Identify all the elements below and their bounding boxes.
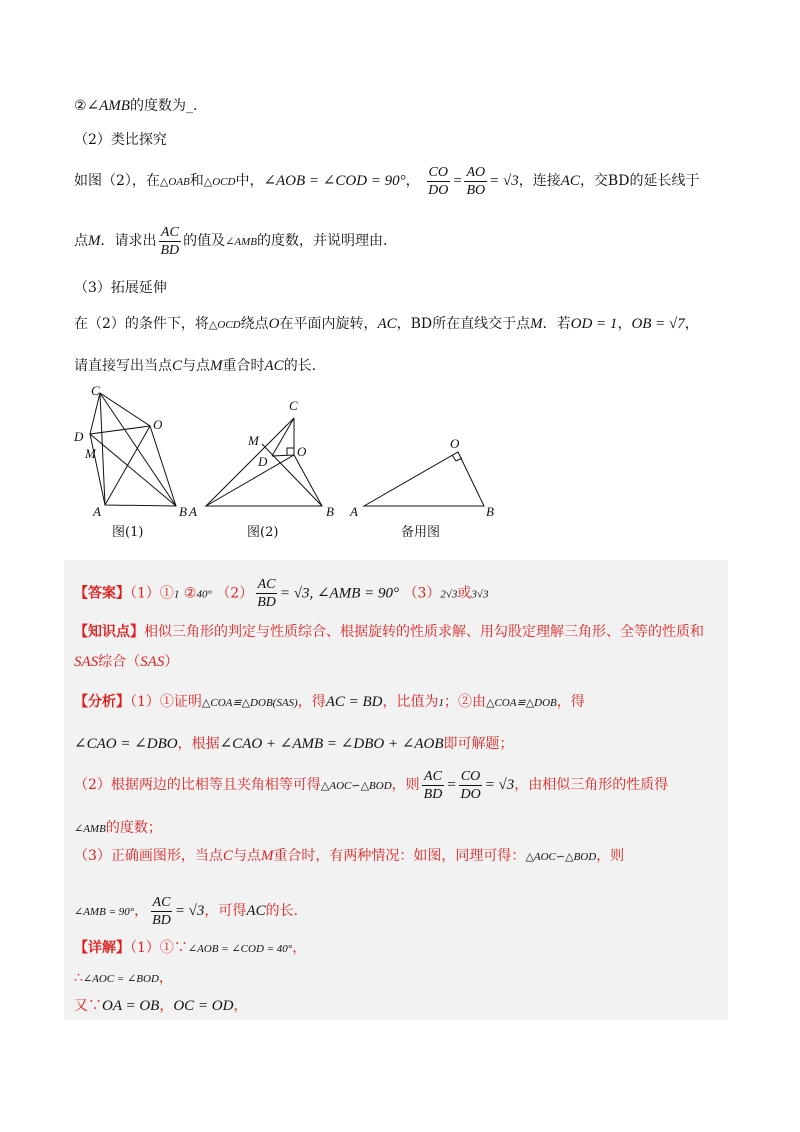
fig2-label-d: D	[258, 454, 268, 469]
section2-line2: 点M．请求出 $\frac{AC}{BD}$ 的值及∠AMB的度数，并说明理由.	[74, 224, 388, 258]
section2-title: （2）类比探究	[74, 132, 167, 148]
analysis-fraction-ac-bd: $\frac{AC}{BD}$	[423, 768, 443, 802]
section3-title: （3）拓展延伸	[74, 280, 167, 296]
section3-line1: 在（2）的条件下，将△OCD绕点O在平面内旋转，AC，BD所在直线交于点M．若OD = 1，OB = √7，	[74, 316, 699, 332]
analysis-line3: （2）根据两边的比相等且夹角相等可得△AOC∽△BOD，则 $\frac{AC}{BD}$ = $\frac{CO}{DO}$ = √3，由相似三角形的性质得	[74, 768, 669, 802]
answer-line: 【答案】（1）①1 ②40° （2） $\frac{AC}{BD}$ = √3, ∠AMB = 90° （3）2√3或3√3	[74, 577, 489, 610]
figure-3-caption: 备用图	[401, 525, 441, 540]
section2-line1: 如图（2），在△OAB和△OCD中，∠AOB = ∠COD = 90°， $\frac{CO}{DO}$ = $\frac{AO}{BO}$ = √3，连接AC，交BD的延长线于	[74, 164, 700, 198]
section3-line2: 请直接写出当点C与点M重合时AC的长.	[74, 358, 317, 374]
analysis-fraction-co-do: $\frac{CO}{DO}$	[460, 768, 481, 802]
fig1-label-c: C	[91, 383, 100, 398]
fig2-label-b: B	[326, 504, 334, 519]
figure-1	[70, 378, 190, 520]
figure-2-diagram	[186, 390, 346, 520]
fig1-label-b: B	[179, 504, 187, 519]
fig2-label-a: A	[189, 504, 197, 519]
fig2-label-c: C	[289, 398, 298, 413]
answer-fraction-ac-bd: $\frac{AC}{BD}$	[257, 577, 276, 610]
q1-part2-line: ②∠AMB的度数为_.	[74, 98, 198, 114]
figure-1-caption: 图(1)	[112, 525, 144, 540]
fig3-label-b: B	[486, 504, 494, 519]
fig2-label-m: M	[248, 433, 259, 448]
analysis-line2: ∠CAO = ∠DBO，根据∠CAO + ∠AMB = ∠DBO + ∠AOB即可解题；	[74, 736, 514, 752]
knowledge-line2: SAS综合（SAS）	[74, 654, 179, 670]
detail-line3: 又∵OA = OB，OC = OD，	[74, 998, 248, 1014]
fig2-label-o: O	[297, 444, 307, 459]
analysis-line4: ∠AMB的度数；	[74, 820, 162, 836]
analysis-fraction-ac-bd-2: $\frac{AC}{BD}$	[152, 894, 171, 928]
fig1-label-a: A	[93, 504, 101, 519]
fig3-label-a: A	[350, 504, 358, 519]
detail-line2: ∴∠AOC = ∠BOD，	[74, 970, 173, 986]
figure-2-caption: 图(2)	[247, 525, 279, 540]
fig1-label-m: M	[85, 446, 96, 461]
detail-line1: 【详解】（1）①∵∠AOB = ∠COD = 40°，	[74, 940, 307, 956]
fig1-label-d: D	[74, 429, 84, 444]
figure-1-diagram	[70, 378, 190, 520]
fraction-co-do: $\frac{CO}{DO}$	[428, 164, 449, 198]
fig3-label-o: O	[450, 436, 460, 451]
analysis-line5: （3）正确画图形，当点C与点M重合时，有两种情况：如图，同理可得：△AOC∽△BOD，则	[74, 848, 625, 864]
figure-3	[346, 430, 506, 522]
analysis-line6: ∠AMB = 90°， $\frac{AC}{BD}$ = √3，可得AC的长.	[74, 894, 299, 928]
knowledge-line1: 【知识点】相似三角形的判定与性质综合、根据旋转的性质求解、用勾股定理解三角形、全等的性质和	[74, 624, 704, 640]
figure-2	[186, 390, 346, 520]
figure-3-diagram	[346, 430, 506, 522]
fraction-ao-bo: $\frac{AO}{BO}$	[466, 164, 486, 198]
analysis-line1: 【分析】（1）①证明△COA≌△DOB(SAS)，得AC = BD，比值为1；②由△COA≌△DOB，得	[74, 694, 585, 710]
fraction-ac-bd: $\frac{AC}{BD}$	[160, 224, 180, 258]
fig1-label-o: O	[153, 417, 163, 432]
